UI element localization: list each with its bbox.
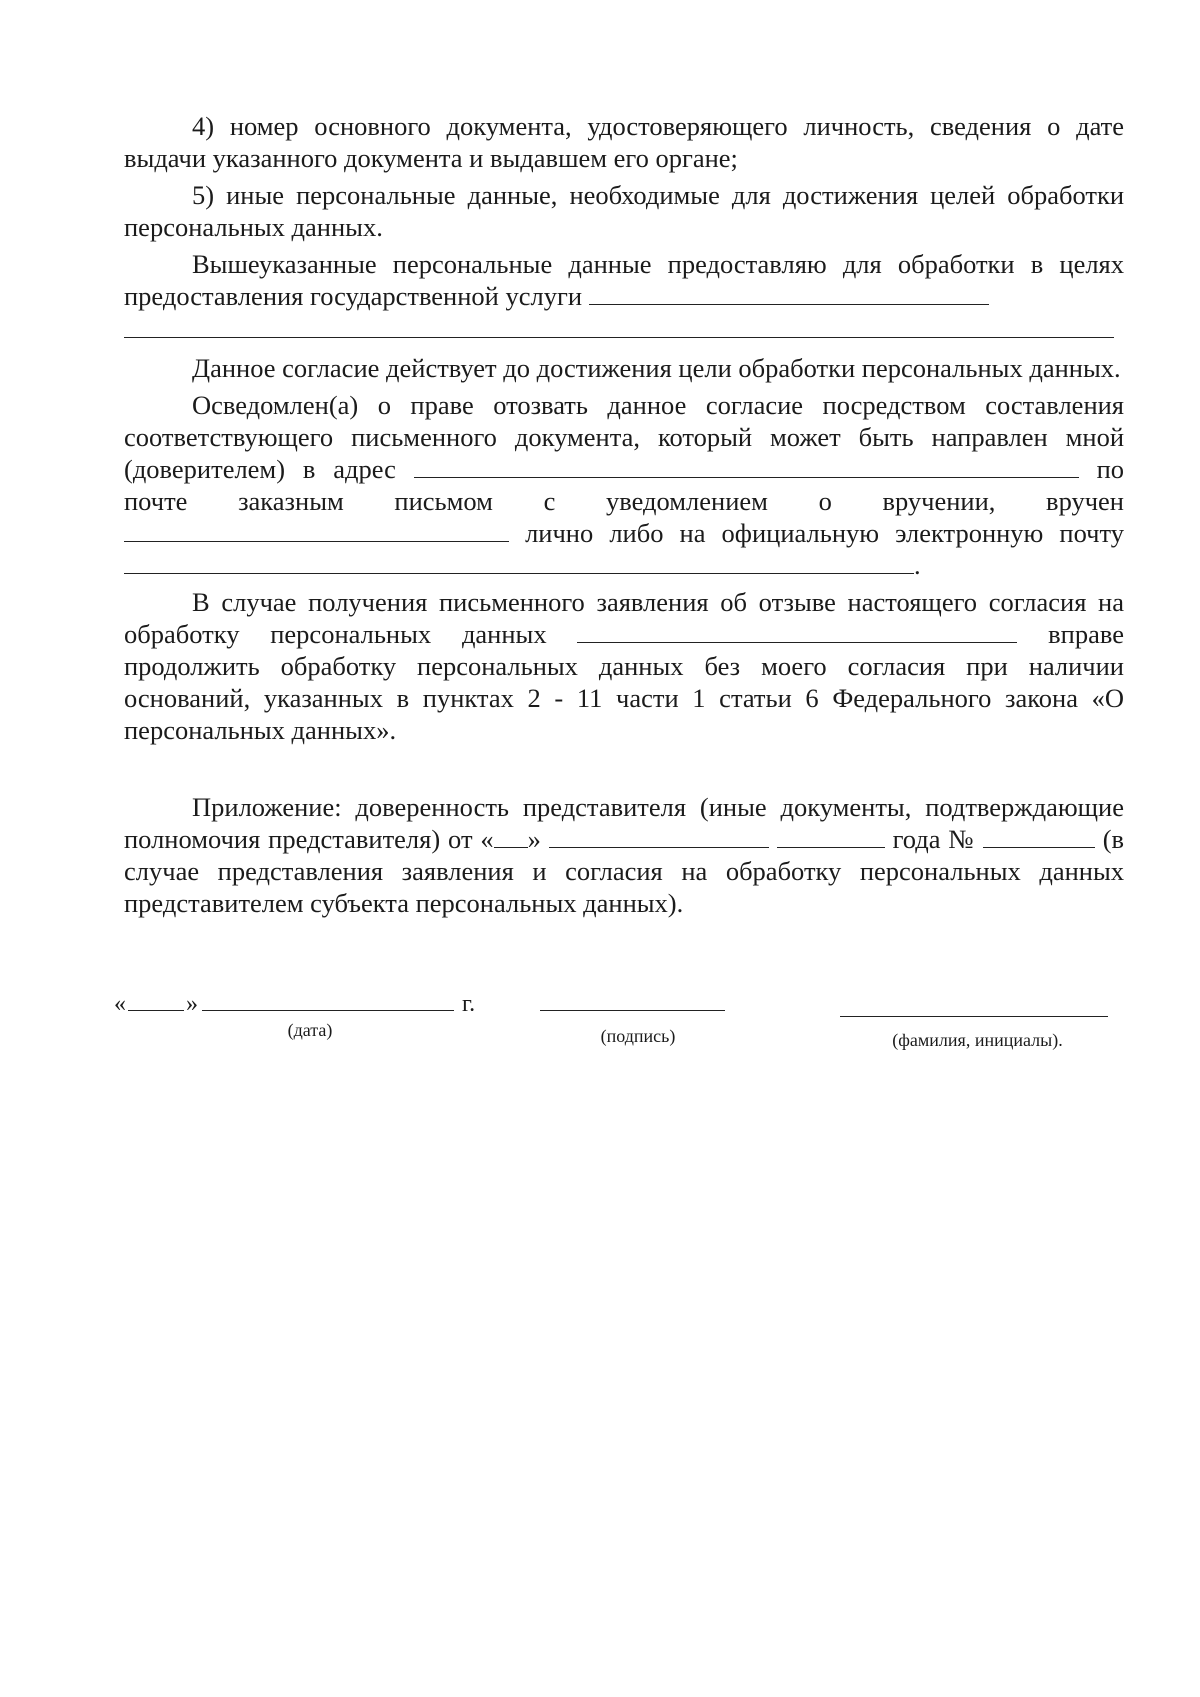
date-year-suffix: г. (462, 991, 476, 1017)
address-blank[interactable] (414, 455, 1079, 478)
attachment-day-blank[interactable] (494, 825, 528, 848)
date-month-year-blank[interactable] (202, 1010, 454, 1011)
delivered-to-blank[interactable] (124, 519, 509, 542)
withdrawal-paragraph: Осведомлен(а) о праве отозвать данное согласие посредством составления соответствующего письменного документа, который может быть направлен мной (доверителем) в адрес по почте заказным письмом с уведомлением о вручении, вручен лично либо на официальную электронную почту . (124, 390, 1125, 580)
full-name-caption: (фамилия, инициалы). (892, 1030, 1063, 1050)
attachment-number-blank[interactable] (983, 825, 1095, 848)
date-day-blank[interactable] (128, 1010, 184, 1011)
date-close-quote: » (186, 991, 198, 1017)
date-caption: (дата) (287, 1020, 333, 1040)
date-open-quote: « (114, 991, 126, 1017)
purpose-paragraph: Вышеуказанные персональные данные предоставляю для обработки в целях предоставления государственной услуги (124, 249, 1124, 311)
service-name-blank[interactable] (589, 282, 989, 305)
operator-name-blank[interactable] (577, 620, 1017, 643)
signature-blank[interactable] (540, 1010, 725, 1011)
full-name-blank[interactable] (840, 1016, 1108, 1017)
email-blank[interactable] (124, 551, 914, 574)
signature-caption: (подпись) (600, 1026, 676, 1046)
document-body (124, 110, 1124, 924)
attachment-month-blank[interactable] (549, 825, 769, 848)
attachment-year-blank[interactable] (777, 825, 885, 848)
service-name-blank-continued[interactable] (124, 317, 1114, 338)
revocation-paragraph: В случае получения письменного заявления об отзыве настоящего согласия на обработку персональных данных вправе продолжить обработку персональных данных без моего согласия при наличии оснований, указанных в пунктах 2 - 11 части 1 статьи 6 Федерального закона «О персональных данных». (124, 587, 1124, 745)
item-4-paragraph: 4) номер основного документа, удостоверяющего личность, сведения о дате выдачи указанного документа и выдавшем его органе; (124, 111, 1124, 173)
item-5-paragraph: 5) иные персональные данные, необходимые для достижения целей обработки персональных данных. (124, 180, 1124, 242)
validity-paragraph: Данное согласие действует до достижения цели обработки персональных данных. (192, 353, 1121, 383)
attachment-paragraph: Приложение: доверенность представителя (иные документы, подтверждающие полномочия представителя) от « » года № (в случае представления заявления и согласия на обработку персональных данных представителем субъекта персональных данных). (124, 792, 1125, 918)
